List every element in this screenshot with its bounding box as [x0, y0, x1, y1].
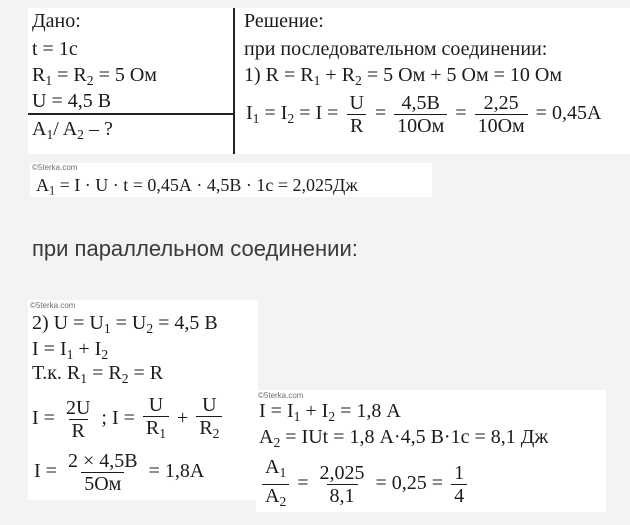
fraction-2u-over-r: $\frac{2U}{R}$ — [65, 396, 91, 442]
parallel-voltage: 2) $U = U_1 = U_2 = 4,5$ В — [32, 312, 218, 336]
fraction-u-over-r: $\frac{U}{R}$ — [346, 92, 366, 137]
solution-heading: Решение: — [244, 10, 324, 32]
parallel-equal-resistance: Т.к. $R_1 = R_2 = R$ — [32, 362, 164, 386]
given-heading: Дано: — [32, 10, 81, 32]
series-current: $I_1 = I_2 = I$ = $\frac{U}{R}$ = $\frac{4,5В}{10Ом}$ = $\frac{2,25}{10Ом}$ = 0,45А — [246, 92, 602, 137]
fraction-voltage-over-resistance: $\frac{4,5В}{10Ом}$ — [394, 92, 447, 137]
parallel-total-current: $I = I_1 + I_2 = 1,8$ А — [259, 400, 401, 424]
given-resistances: $R_1 = R_2 = 5$ Ом — [32, 64, 157, 88]
fraction-work-values: $\frac{2,025}{8,1}$ — [319, 461, 365, 507]
parallel-current-formulas: I = $\frac{2U}{R}$ ; I = $\frac{U}{R_1}$ + $\frac{U}{R_2}$ — [32, 394, 225, 445]
given-solution-card — [28, 8, 630, 154]
fraction-current-calc: $\frac{2 \times 4,5В}{5Ом}$ — [67, 450, 138, 495]
series-resistance: 1) $R = R_1 + R_2 = 5$ Ом + 5 Ом = 10 Ом — [244, 64, 562, 88]
series-work-formula: $A_1 = I \cdot U \cdot t = 0,45А \cdot 4,5В \cdot 1с = 2,025Дж$ — [36, 175, 358, 198]
find-ratio: $A_1/$ $A_2$ – ? — [32, 118, 113, 142]
fraction-a1-over-a2: $\frac{A_1}{A_2}$ — [262, 456, 289, 513]
fraction-one-quarter: $\frac{1}{4}$ — [451, 462, 467, 507]
divider-horizontal — [28, 113, 234, 115]
parallel-current-calc: I = $\frac{2 \times 4,5В}{5Ом}$ = 1,8А — [34, 450, 205, 495]
fraction-value: $\frac{2,25}{10Ом}$ — [475, 92, 528, 137]
divider-vertical — [233, 8, 235, 154]
series-intro: при последовательном соединении: — [244, 38, 548, 60]
parallel-result-card — [256, 390, 606, 512]
parallel-heading: при параллельном соединении: — [32, 236, 358, 261]
given-time: t = 1с — [32, 38, 78, 60]
work-ratio: $\frac{A_1}{A_2}$ = $\frac{2,025}{8,1}$ = 0,25 = $\frac{1}{4}$ — [259, 456, 470, 513]
series-work-strip — [30, 163, 432, 197]
watermark: ©5terka.com — [32, 163, 78, 172]
watermark: ©5terka.com — [30, 301, 76, 310]
parallel-work: $A_2$ = IUt = 1,8 А·4,5 В·1с = 8,1 Дж — [259, 426, 549, 450]
parallel-derivation-card — [28, 300, 258, 500]
given-voltage: U = 4,5 В — [32, 90, 112, 112]
fraction-u-over-r2: $\frac{U}{R_2}$ — [196, 394, 222, 445]
fraction-u-over-r1: $\frac{U}{R_1}$ — [143, 394, 169, 445]
watermark: ©5terka.com — [258, 391, 304, 400]
parallel-current-sum: $I = I_1 + I_2$ — [32, 338, 109, 362]
